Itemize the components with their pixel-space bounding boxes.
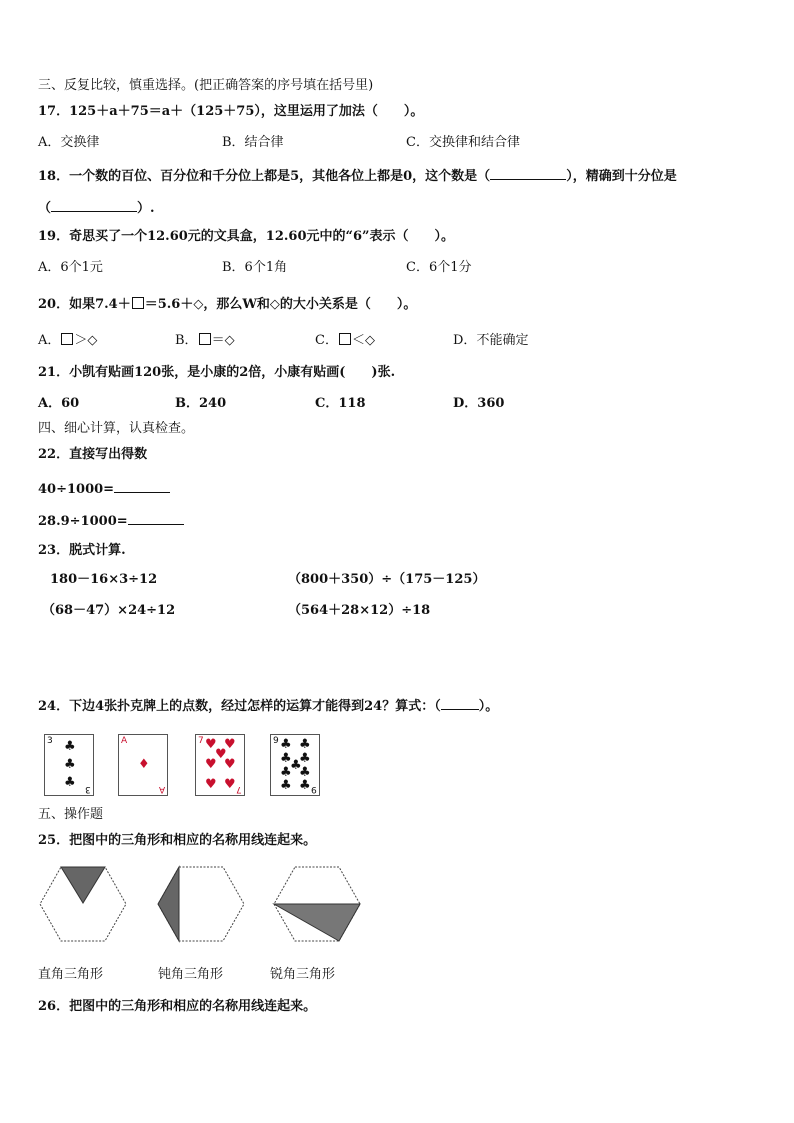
club-icon: ♣ (64, 775, 76, 790)
q22-answer-blank[interactable] (114, 480, 170, 493)
heart-icon: ♥ (205, 757, 217, 772)
q23-item-3: （68－47）×24÷12 (42, 603, 176, 618)
club-icon: ♣ (299, 765, 311, 780)
q17-option-a: A．交换律 (38, 135, 100, 150)
section-3-title: 三、反复比较，慎重选择。(把正确答案的序号填在括号里) (38, 78, 374, 93)
square-box-icon (339, 333, 351, 345)
diamond-icon: ♦ (138, 757, 150, 772)
square-box-icon (132, 297, 144, 309)
q22-stem: 22．直接写出得数 (38, 447, 148, 462)
label-acute-triangle: 锐角三角形 (270, 967, 336, 982)
option-relation: ＝◇ (211, 333, 235, 348)
club-icon: ♣ (280, 737, 292, 752)
q23-stem: 23．脱式计算. (38, 543, 126, 558)
label-right-triangle: 直角三角形 (38, 967, 104, 982)
q18-line2-close: ）. (137, 201, 155, 216)
q18-line2-open: （ (38, 201, 52, 216)
card-rank: 7 (236, 784, 242, 794)
club-icon: ♣ (280, 751, 292, 766)
option-letter: B． (175, 333, 198, 348)
q21-option-c: C．118 (315, 396, 366, 411)
q18-stem-part2: ），精确到十分位是 (566, 169, 677, 184)
label-obtuse-triangle: 钝角三角形 (158, 967, 224, 982)
q20-option-c (315, 333, 375, 349)
square-box-icon (61, 333, 73, 345)
section-4-title: 四、细心计算，认真检查。 (38, 421, 195, 436)
q18-stem-line1 (38, 167, 677, 185)
option-letter: D． (453, 333, 477, 348)
playing-card-9-clubs (270, 734, 320, 796)
card-rank: A (121, 736, 128, 746)
q20-option-a (38, 333, 97, 349)
q22-expression: 28.9÷1000= (38, 514, 128, 529)
heart-icon: ♥ (205, 777, 217, 792)
q18-stem-line2 (38, 199, 155, 217)
q19-option-a: A．6个1元 (38, 260, 103, 275)
option-letter: A． (38, 333, 61, 348)
q22-answer-blank[interactable] (128, 512, 184, 525)
club-icon: ♣ (280, 765, 292, 780)
club-icon: ♣ (299, 737, 311, 752)
q24-stem-b: ）。 (478, 699, 499, 714)
q19-option-c: C．6个1分 (406, 260, 472, 275)
q20-option-d (453, 333, 528, 349)
q21-option-a: A．60 (38, 396, 80, 411)
q22-item-1 (38, 480, 170, 498)
q21-option-b: B．240 (175, 396, 227, 411)
q21-stem: 21．小凯有贴画120张，是小康的2倍，小康有贴画( )张. (38, 365, 396, 380)
heart-icon: ♥ (224, 757, 236, 772)
q24-stem (38, 697, 498, 715)
q22-expression: 40÷1000= (38, 482, 115, 497)
q18-answer-blank-1[interactable] (490, 167, 566, 180)
option-relation: ＞◇ (74, 333, 98, 348)
card-rank: 9 (311, 784, 317, 794)
q23-item-4: （564＋28×12）÷18 (288, 603, 431, 618)
q18-stem-part1: 18．一个数的百位、百分位和千分位上都是5，其他各位上都是0，这个数是（ (38, 169, 491, 184)
hexagon-right-triangle-figure (38, 865, 128, 943)
club-icon: ♣ (64, 739, 76, 754)
q17-stem: 17．125＋a＋75＝a＋（125＋75），这里运用了加法（ ）。 (38, 104, 424, 119)
q26-stem: 26．把图中的三角形和相应的名称用线连起来。 (38, 999, 317, 1014)
heart-icon: ♥ (224, 777, 236, 792)
q23-item-2: （800＋350）÷（175－125） (288, 572, 486, 587)
card-rank: A (158, 784, 165, 794)
card-rank: 9 (273, 736, 279, 746)
option-relation: 不能确定 (476, 333, 529, 348)
q20-stem-b: ＝5.6＋◇，那么W和◇的大小关系是（ ）。 (144, 297, 417, 312)
card-rank: 7 (198, 736, 204, 746)
q17-option-b: B．结合律 (222, 135, 284, 150)
club-icon: ♣ (64, 757, 76, 772)
hexagon-obtuse-triangle-figure (156, 865, 246, 943)
card-rank: 3 (85, 784, 91, 794)
square-box-icon (199, 333, 211, 345)
playing-card-7-hearts (195, 734, 245, 796)
q19-stem: 19．奇思买了一个12.60元的文具盒，12.60元中的“6”表示（ ）。 (38, 229, 455, 244)
club-icon: ♣ (290, 758, 302, 773)
playing-card-3-clubs (44, 734, 94, 796)
heart-icon: ♥ (205, 737, 217, 752)
card-rank: 3 (47, 736, 53, 746)
q17-option-c: C．交换律和结合律 (406, 135, 520, 150)
playing-card-a-diamonds (118, 734, 168, 796)
q19-option-b: B．6个1角 (222, 260, 288, 275)
club-icon: ♣ (280, 778, 292, 793)
q24-stem-a: 24．下边4张扑克牌上的点数，经过怎样的运算才能得到24？算式：（ (38, 699, 441, 714)
hexagon-acute-triangle-figure (272, 865, 362, 943)
club-icon: ♣ (299, 778, 311, 793)
option-relation: ＜◇ (351, 333, 375, 348)
q18-answer-blank-2[interactable] (51, 199, 137, 212)
q20-stem-a: 20．如果7.4＋ (38, 297, 131, 312)
q21-option-d: D．360 (453, 396, 505, 411)
q24-answer-blank[interactable] (441, 697, 479, 710)
option-letter: C． (315, 333, 338, 348)
q20-stem (38, 297, 416, 313)
q22-item-2 (38, 512, 184, 530)
club-icon: ♣ (299, 751, 311, 766)
section-5-title: 五、操作题 (38, 807, 104, 822)
heart-icon: ♥ (224, 737, 236, 752)
q20-option-b (175, 333, 235, 349)
heart-icon: ♥ (215, 747, 227, 762)
q25-stem: 25．把图中的三角形和相应的名称用线连起来。 (38, 833, 317, 848)
q23-item-1: 180－16×3÷12 (50, 572, 158, 587)
